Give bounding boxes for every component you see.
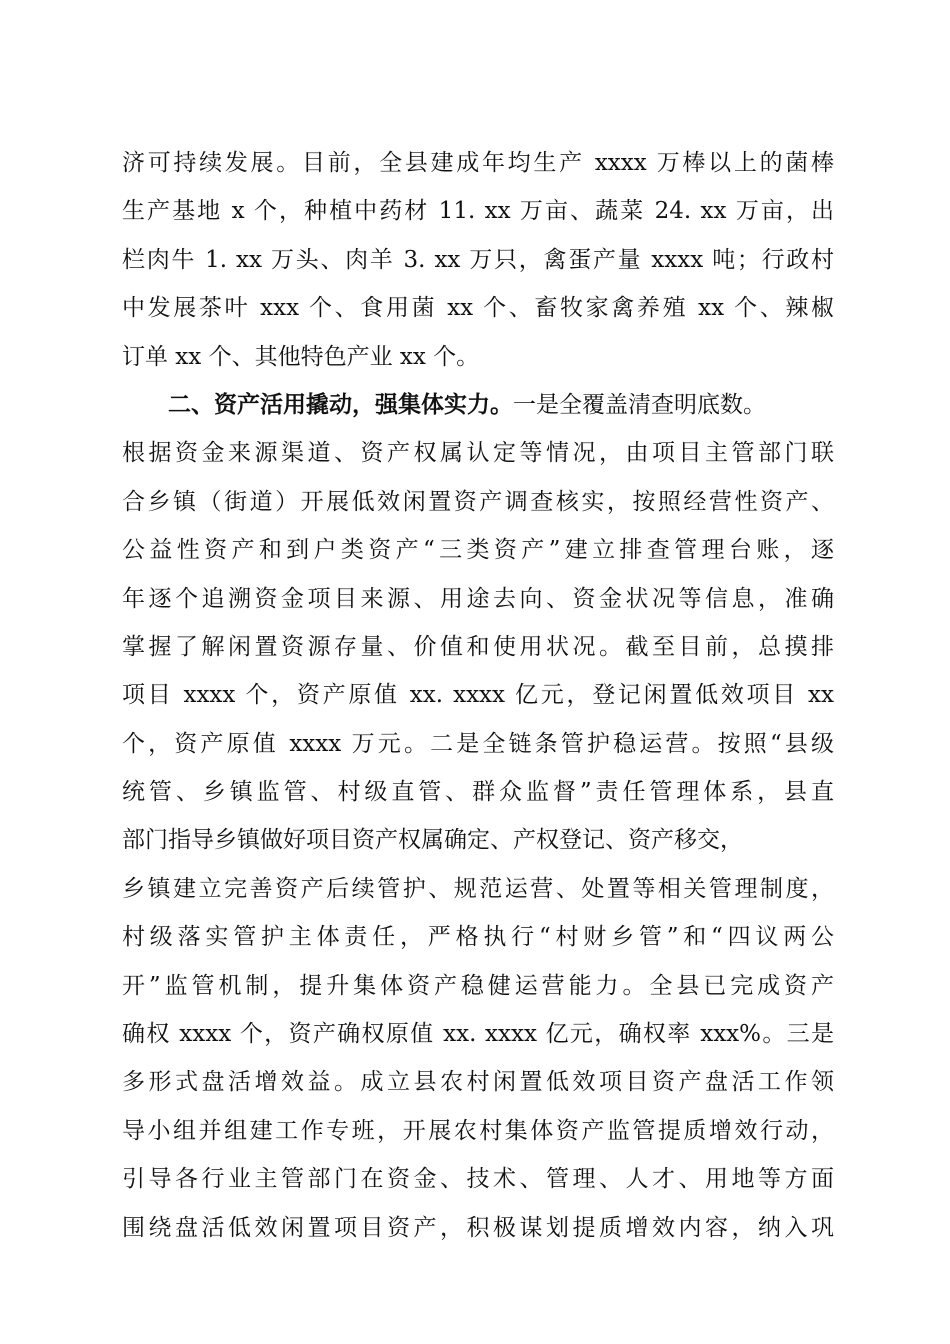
text-line: 中发展茶叶 xxx 个、食用菌 xx 个、畜牧家禽养殖 xx 个、辣椒 xyxy=(122,295,834,322)
text-line: 村级落实管护主体责任，严格执行“村财乡管”和“四议两公 xyxy=(122,924,834,951)
text-line: 项目 xxxx 个，资产原值 xx. xxxx 亿元，登记闲置低效项目 xx xyxy=(122,682,834,709)
text-line: 合乡镇（街道）开展低效闲置资产调查核实，按照经营性资产、 xyxy=(122,488,834,515)
document-body xyxy=(122,139,834,1252)
paragraph-1 xyxy=(122,139,834,381)
text-line: 开”监管机制，提升集体资产稳健运营能力。全县已完成资产 xyxy=(122,972,834,999)
text-line: 掌握了解闲置资源存量、价值和使用状况。截至目前，总摸排 xyxy=(122,633,834,660)
text-line: 济可持续发展。目前，全县建成年均生产 xxxx 万棒以上的菌棒 xyxy=(122,150,834,176)
text-line: 乡镇建立完善资产后续管护、规范运营、处置等相关管理制度， xyxy=(122,875,834,902)
text-line: 多形式盘活增效益。成立县农村闲置低效项目资产盘活工作领 xyxy=(122,1069,834,1096)
text-line: 部门指导乡镇做好项目资产权属确定、产权登记、资产移交， xyxy=(122,827,743,854)
text-line: 个，资产原值 xxxx 万元。二是全链条管护稳运营。按照“县级 xyxy=(122,730,834,757)
text-line: 生产基地 x 个，种植中药材 11. xx 万亩、蔬菜 24. xx 万亩，出 xyxy=(122,198,834,225)
text-line: 引导各行业主管部门在资金、技术、管理、人才、用地等方面 xyxy=(122,1166,834,1193)
text-line: 年逐个追溯资金项目来源、用途去向、资金状况等信息，准确 xyxy=(122,585,834,612)
text-line: 围绕盘活低效闲置项目资产，积极谋划提质增效内容，纳入巩 xyxy=(122,1214,834,1241)
text-line: 订单 xx 个、其他特色产业 xx 个。 xyxy=(122,343,480,370)
text-run: 一是全覆盖清查明底数。 xyxy=(513,391,766,418)
text-line: 公益性资产和到户类资产“三类资产”建立排查管理台账，逐 xyxy=(122,537,834,564)
text-line: 导小组并组建工作专班，开展农村集体资产监管提质增效行动， xyxy=(122,1117,834,1144)
text-line: 统管、乡镇监管、村级直管、群众监督”责任管理体系，县直 xyxy=(122,779,834,806)
section-heading: 二、资产活用撬动，强集体实力。 xyxy=(168,390,513,418)
text-line: 根据资金来源渠道、资产权属认定等情况，由项目主管部门联 xyxy=(122,440,834,467)
paragraph-first-line xyxy=(122,381,834,429)
paragraph-2 xyxy=(122,381,834,1252)
text-line: 栏肉牛 1. xx 万头、肉羊 3. xx 万只，禽蛋产量 xxxx 吨；行政村 xyxy=(122,246,834,273)
text-line: 确权 xxxx 个，资产确权原值 xx. xxxx 亿元，确权率 xxx%。三是 xyxy=(122,1021,834,1048)
